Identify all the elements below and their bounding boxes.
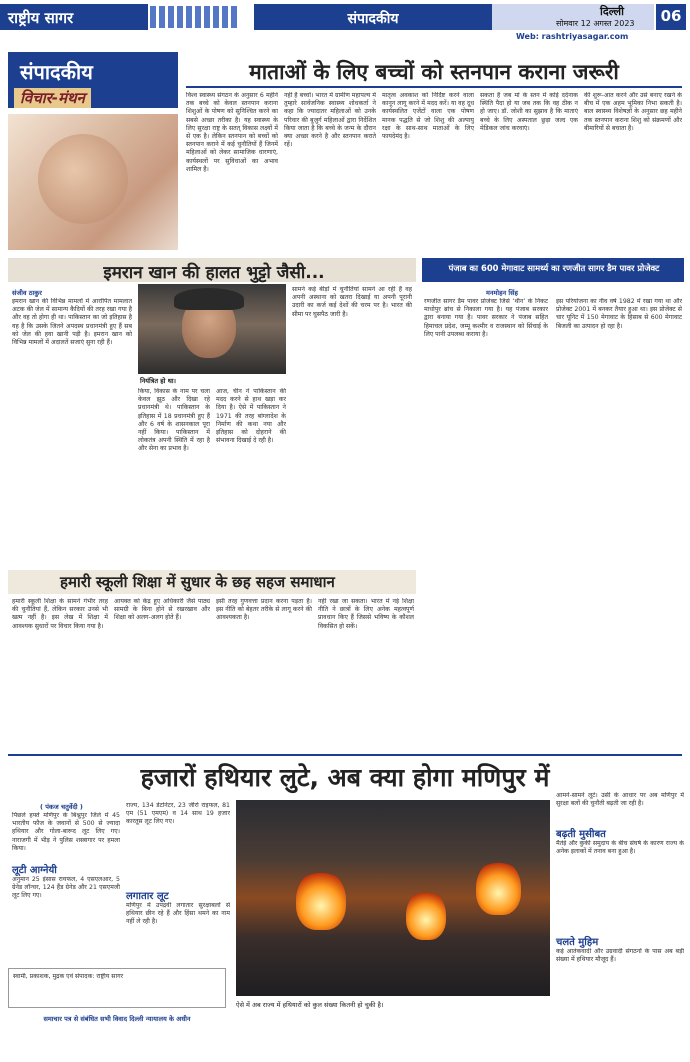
punjab-column-2: इस परियोजना का नीव वर्ष 1982 में रखा गया था और प्रोजेक्ट 2001 में बनकर तैयार हुआ था। इस प्रोजेक्ट से चार यूनिट में 150 मेगावाट के हिसाब से 600 मेगावाट बिजली का उत्पादन हो रहा है। (556, 298, 682, 330)
imran-photo-caption: नियंत्रित हो था। (140, 377, 176, 385)
divider (186, 86, 682, 88)
mother-baby-photo (8, 114, 178, 250)
fire-blaze (406, 890, 446, 940)
school-headline[interactable]: हमारी स्कूली शिक्षा में सुधार के छह सहज समाधान (60, 573, 335, 591)
manipur-subhead-1: लूटी आग्नेयी (12, 865, 57, 876)
school-column-1: हमारी स्कूली शिक्षा के सामने गंभीर तरह की चुनौतियां हैं, लेकिन सरकार उनसे भी खत्म नहीं है। इस लेख में शिक्षा में आवश्यक सुधारों पर विचार किया गया है। (12, 598, 108, 630)
fire-blaze (296, 870, 346, 930)
section-divider (8, 754, 682, 756)
punjab-headline[interactable]: पंजाब का 600 मेगावाट सामर्थ्य का रणजीत सागर डैम पावर प्रोजेक्ट (448, 263, 660, 273)
editorial-headline[interactable]: माताओं के लिए बच्चों को स्तनपान कराना जरूरी (249, 60, 619, 84)
website-link[interactable]: Web: rashtriyasagar.com (516, 32, 629, 41)
manipur-subhead-2: लगातार लूट (126, 891, 169, 902)
page-number: 06 (656, 4, 686, 30)
imran-column-3: सामने कई बीड़ों में चुनौतियां सामने आ रही हैं वह अपनी अस्थाना को खतरा दिखाई या अपनी पूरानी उदारी का कर्ज कई देशों की चरम पर है। भारत की सीमा पर घुसपैठ जारी है। (292, 286, 412, 318)
manipur-column-2: राज्य, 134 डेटोनेटर, 23 जीरो राइफल, 81 एम (51 एमएम) व 14 साथ 19 हजार कारतूस लूट लिए गए। (126, 802, 230, 826)
manipur-headline[interactable]: हजारों हथियार लुटे, अब क्या होगा मणिपुर में (140, 763, 550, 792)
editorial-column-4: सकता है जब मां के स्तन में कोई दर्दनाक स्थिति पैदा हो या जब तक कि वह ठीक न हो जाए। डॉ. जोशी का सुझाव है कि माताएं बच्चे के लिए अस्पताल छुड़ा जल्द एक मेडिकल जांच करवाएं। (480, 92, 578, 132)
edition-city: दिल्ली (600, 5, 624, 18)
imprint-text: स्वामी, प्रकाशक, मुद्रक एवं संपादक: राष्ट्रीय सागर (13, 973, 124, 980)
manipur-subhead-3: बढ़ती मुसीबत (556, 829, 606, 840)
imran-column-1: इमरान खान की विभिन्न मामलों में आरोपित मामलात अटक की जेल में सामान्य कैदियों की तरह रखा गया है और वह तो होगा ही था। पाकिस्तान का जो इतिहास है वह है कि उसके जितने अपदस्थ प्रधानमंत्री हुए हैं सब को जेल की हवा खानी पड़ी है। इमरान खान को विभिन्न मामलों में अदालतें सजाएं सुना रही हैं। (12, 298, 132, 347)
imran-column-2b: आज, चीन ने पाकिस्तान की मदद करने से हाथ खड़ा कर दिया है। ऐसे में पाकिस्तान ने 1971 की तरह बांग्लादेश के निर्माण की कथा नया और इतिहास को दोहराने की संभावना दिखाई दे रही है। (216, 388, 286, 445)
imprint-box (8, 968, 226, 1008)
imran-khan-photo (138, 284, 286, 374)
school-column-4: नहीं रखा जा सकता। भारत में नई शिक्षा नीति ने छात्रों के लिए अनेक महत्वपूर्ण प्रावधान किए हैं जिससे भविष्य के कौशल विकसित हो सकें। (318, 598, 414, 630)
section-title: संपादकीय (254, 4, 492, 30)
manipur-photo-caption: ऐसे में अब राज्य में हथियारों को कुल संख्या कितनी हो चुकी है। (236, 1001, 384, 1009)
manipur-column-3c: कई आतंकवादी और उग्रवादी संगठनों के पास अब बड़ी संख्या में हथियार मौजूद हैं। (556, 948, 684, 964)
manipur-column-1: पिछले हफ्ते मणिपुर के बिश्नुपुर जिले में 45 भारतीय फौज के जवानों से 500 से ज्यादा हथियार और गोला-बारूद लूट लिए गए। नाराजगी में भीड़ ने पुलिस शस्त्रागार पर हमला किया। (12, 812, 120, 852)
manipur-violence-photo (236, 800, 550, 996)
editorial-column-1: विश्व स्वास्थ्य संगठन के अनुसार 6 महीने तक बच्चे को केवल स्तनपान कराना शिशुओं के पोषण को सुनिश्चित करने का सबसे अच्छा तरीका है। यह स्वास्थ्य के लिए सुरक्षा राष्ट्र के सतत् विकास लक्ष्यों में से एक है। लेकिन स्तनपान को बच्चों को स्तनपान कराने में कई चुनौतियों हैं जिनमें महिलाओं को लेकर सामाजिक धारणाएं, कार्यस्थलों पर सुविधाओं का अभाव शामिल है। (186, 92, 278, 173)
edition-date: सोमवार 12 अगस्त 2023 (556, 19, 635, 28)
manipur-column-3b: मैतेई और कुकी समुदाय के बीच संघर्ष के कारण राज्य के अनेक इलाकों में तनाव बना हुआ है। (556, 840, 684, 856)
imran-byline: संजीव ठाकुर (12, 289, 42, 297)
editorial-column-2: नहीं है बच्चों। भारत में ग्रामीण महापल्य में तुम्हारे सार्वजनिक स्वास्थ्य शोधकर्ता ने कहा कि ज्यादातर महिलाओं को उनके परिवार की बुजुर्ग महिलाओं द्वारा निर्देशित किया जाता है कि बच्चे के जन्म के दौरान क्या अच्छा करने है और स्तनपान कराते रहें। (284, 92, 376, 149)
manipur-column-3: आमने-सामने लूटे। उसी के आधार पर अब मणिपुर में सुरक्षा बलों की चुनौती बढ़ती जा रही है। (556, 792, 684, 808)
paper-name: राष्ट्रीय सागर (0, 4, 148, 30)
imran-headline[interactable]: इमरान खान की हालत भुट्टो जैसी... (103, 263, 325, 283)
masthead-pattern (150, 6, 240, 28)
school-column-2: आयक्त को केंद्र हुए अधिकारी जैसे पाठ्य सामग्री के बिना होने से रखरखाव और शिक्षा को अलग-अलग होते हैं। (114, 598, 210, 622)
punjab-byline: मनमोहन सिंह (486, 289, 518, 297)
editorial-column-5: की शुरू-आत करने और उसे बनाए रखने के बीच में एक अहम भूमिका निभा सकती है। बाल स्वास्थ्य विशेषज्ञों के अनुसार छह महीने तक स्तनपान कराना शिशु को संक्रमणों और बीमारियों से बचाता है। (584, 92, 682, 132)
masthead (0, 0, 690, 42)
school-column-3: इसी तरह गुणवत्ता प्रदान करना पड़ता है। इस नीति को बेहतर तरीके से लागू करने की आवश्यकता है। (216, 598, 312, 622)
editorial-label: संपादकीय (20, 60, 93, 84)
editorial-column-3: मातृत्व अवकाश को निर्दिष्ट करने वाला कानून लागू करने में मदद करें। या वह दूध कार्यस्थलित एजेंटों वाला एक पोषण मानक पद्धति से जो शिशु की अल्पायु रक्षा के साथ-साथ माताओं के लिए फायदेमंद है। (382, 92, 474, 141)
manipur-column-2b: मणिपुर में उपद्रवी लगातार सुरक्षाबलों से हथियार छीन रहे हैं और हिंसा थमने का नाम नहीं ले रही है। (126, 902, 230, 926)
manipur-byline: ( पंकज चतुर्वेदी ) (40, 803, 83, 811)
manipur-column-1b: अनुमान 25 इंसास रायफल, 4 एसएलआर, 5 ग्रेनेड लॉन्चर, 124 हैंड ग्रेनेड और 21 एसएमजी लूट लिए गए। (12, 876, 120, 900)
jurisdiction-note: समाचार पत्र से संबंधित सभी विवाद दिल्ली न्यायालय के अधीन (43, 1015, 191, 1023)
manipur-subhead-4: चलते मुहिम (556, 937, 599, 948)
punjab-column-1: रणजीत सागर डैम पावर प्रोजेक्ट जिसे ‘थीन’ के निकट माधोपुर ब्रांच से निकाला गया है। यह पंजाब सरकार द्वारा बनाया गया है। पावर सरकार ने पंजाब सहित हिमाचल प्रदेश, जम्मू कश्मीर व राजस्थान को सिंचाई के लिए पानी उपलब्ध कराया है। (424, 298, 548, 338)
editorial-sublabel: विचार-मंथन (14, 88, 91, 108)
imran-column-2: किया, विकास के नाम पर चला केवल झूठ और दिखा रहे प्रधानमंत्री थे। पाकिस्तान के इतिहास में 18 प्रधानमंत्री हुए हैं और 6 वर्ष के शासनकाल पूरा नहीं किया। पाकिस्तान में लोकतंत्र अपनी स्थिति में रहा है और सेना का प्रभाव है। (138, 388, 210, 453)
fire-blaze (476, 860, 521, 915)
